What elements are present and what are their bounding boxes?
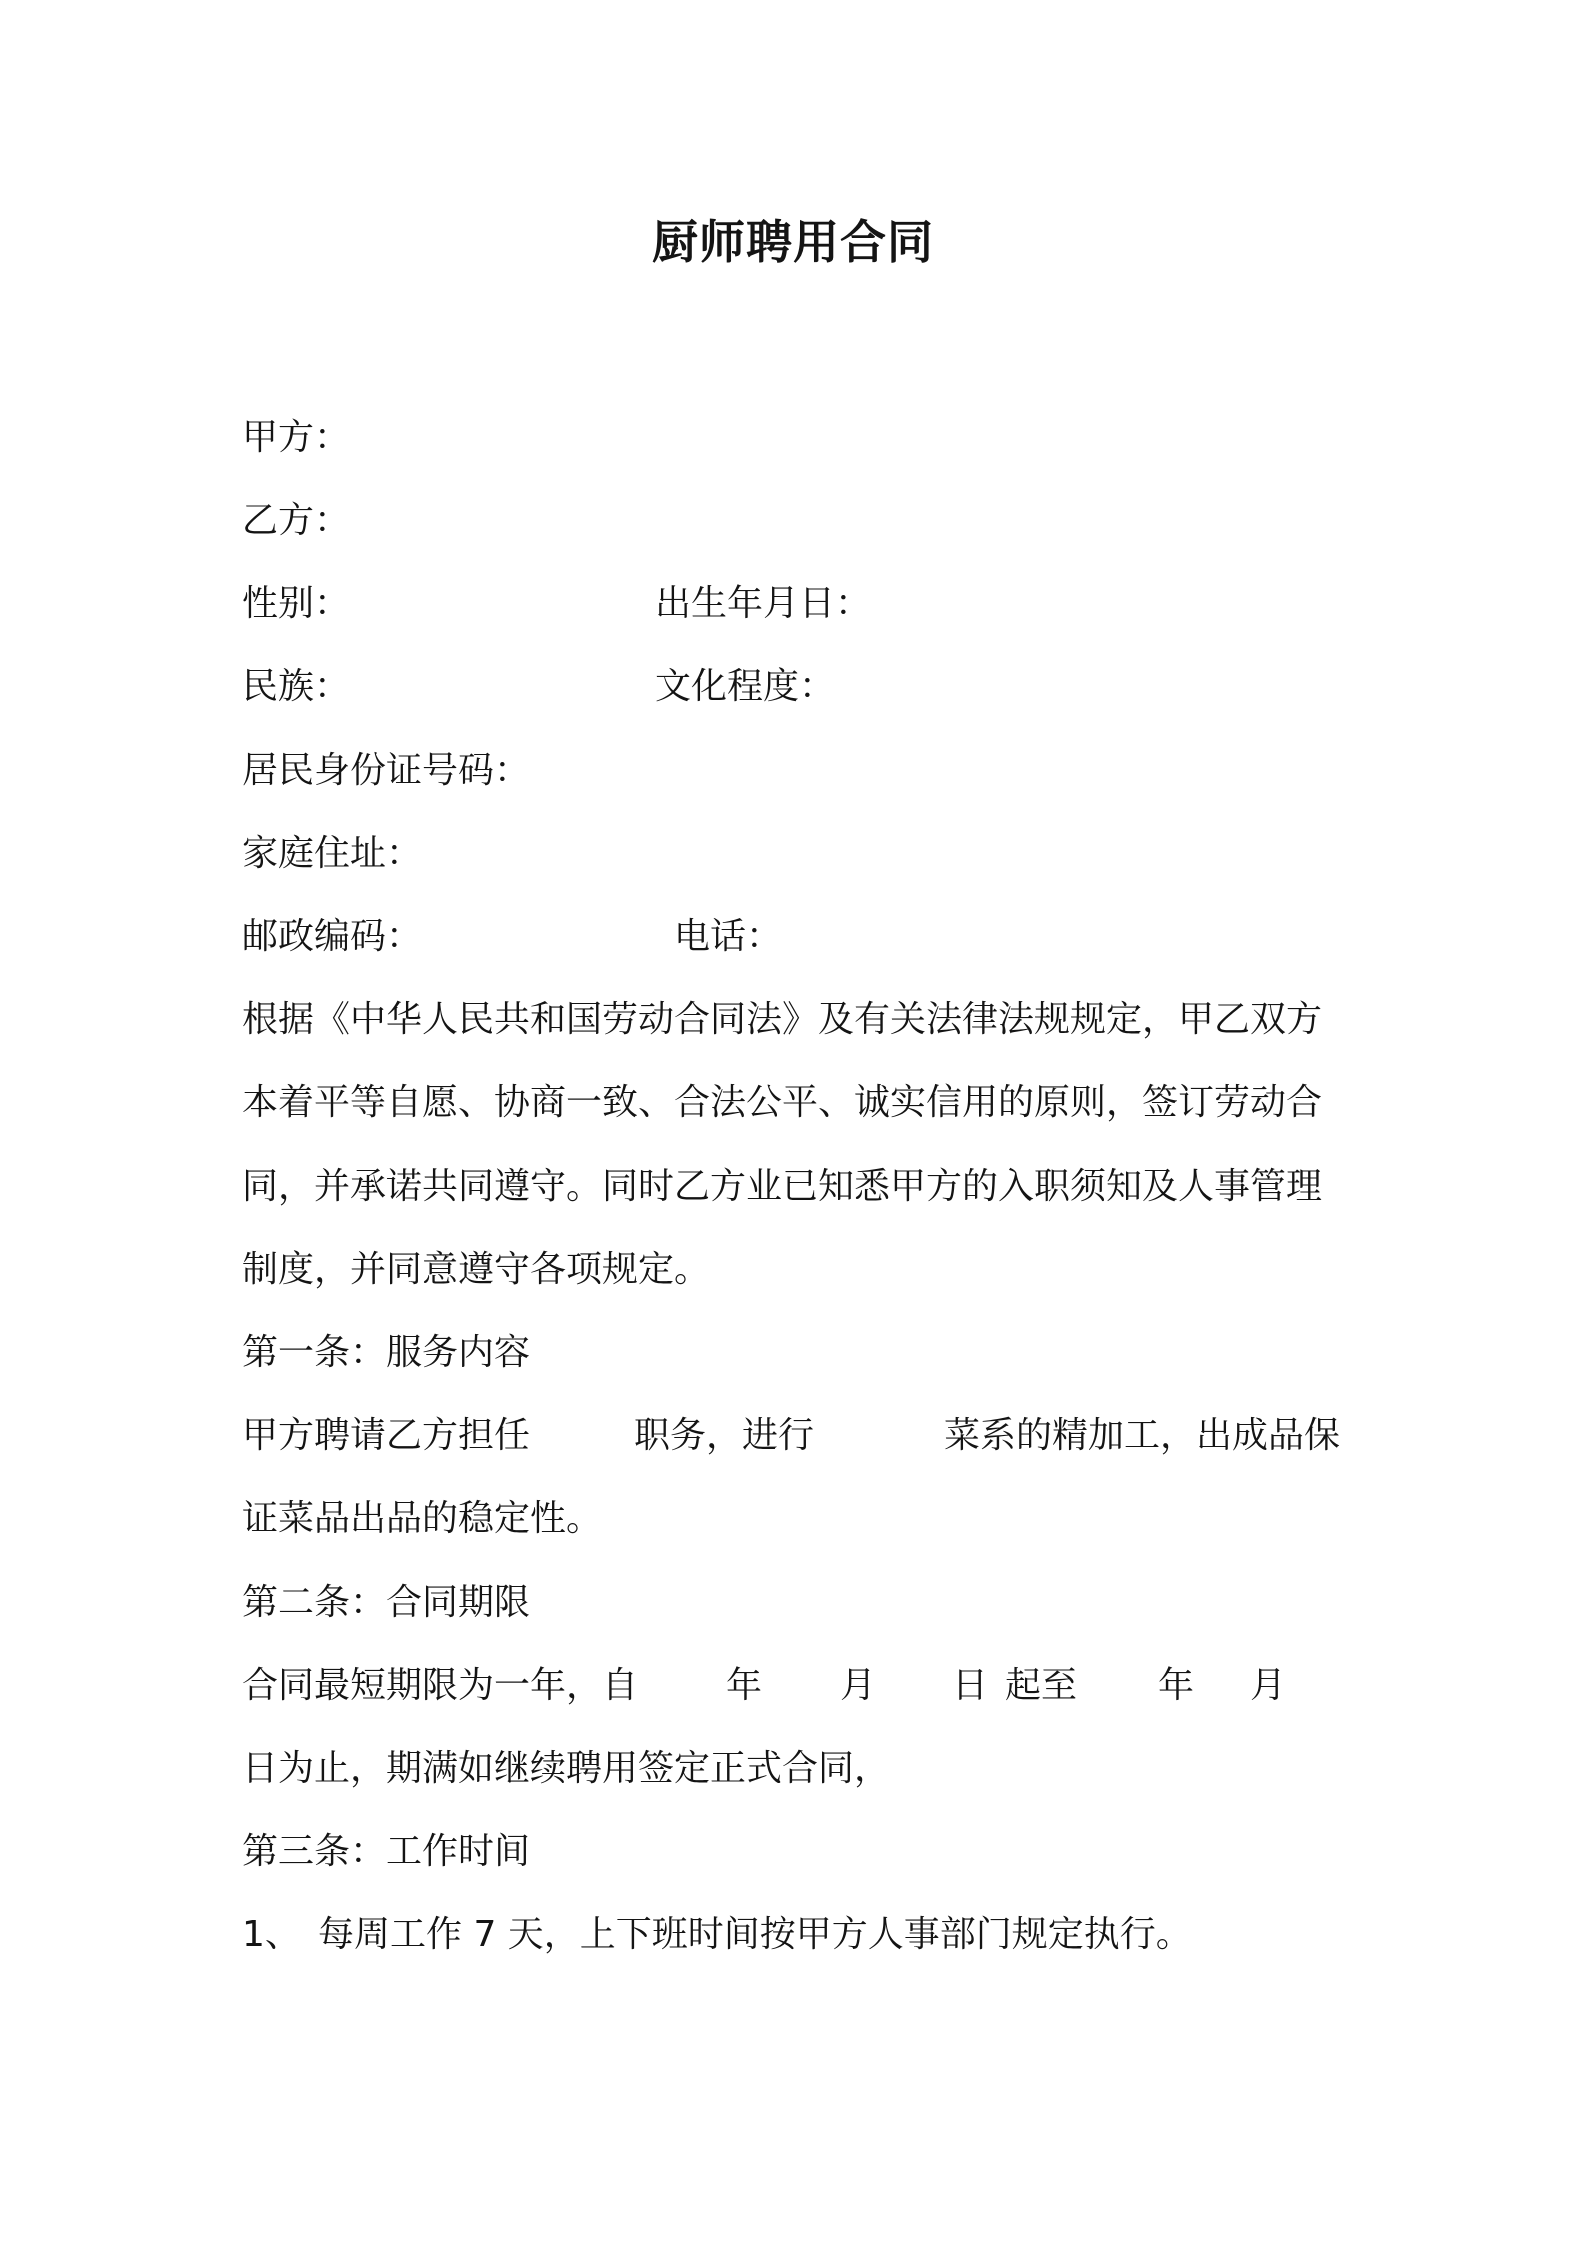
birthdate-label: 出生年月日： [655,583,872,624]
article2-day-1: 日 [952,1665,989,1706]
preamble-line-3: 同，并承诺共同遵守。同时乙方业已知悉甲方的入职须知及人事管理 [242,1166,1323,1207]
article2-month-1: 月 [840,1665,877,1706]
document-title: 厨师聘用合同 [652,215,934,269]
article2-year-1: 年 [726,1665,763,1706]
address-label: 家庭住址： [242,833,423,874]
article1-heading: 第一条：服务内容 [242,1332,531,1373]
education-label: 文化程度： [655,666,836,707]
preamble-line-4: 制度，并同意遵守各项规定。 [242,1249,711,1290]
article3-heading: 第三条：工作时间 [242,1831,531,1872]
article2-line1-part-a: 合同最短期限为一年，自 [242,1665,639,1706]
article2-year-2: 年 [1158,1665,1195,1706]
article2-month-2: 月 [1250,1665,1287,1706]
article1-line1-part-c: 菜系的精加工，出成品保 [944,1415,1341,1456]
article2-to: 起至 [1005,1665,1078,1706]
article2-heading: 第二条：合同期限 [242,1582,531,1623]
party-a-label: 甲方： [242,417,351,458]
preamble-line-1: 根据《中华人民共和国劳动合同法》及有关法律法规规定，甲乙双方 [242,999,1323,1040]
article2-line-2: 日为止，期满如继续聘用签定正式合同， [242,1748,891,1789]
article3-item1-text: 每周工作 7 天，上下班时间按甲方人事部门规定执行。 [318,1914,1192,1955]
article1-line-2: 证菜品出品的稳定性。 [242,1498,603,1539]
article3-item1-number: 1、 [242,1914,301,1955]
postcode-label: 邮政编码： [242,916,423,957]
preamble-line-2: 本着平等自愿、协商一致、合法公平、诚实信用的原则，签订劳动合 [242,1082,1323,1123]
article1-line1-part-a: 甲方聘请乙方担任 [242,1415,531,1456]
party-b-label: 乙方： [242,500,351,541]
ethnicity-label: 民族： [242,666,351,707]
phone-label: 电话： [674,916,783,957]
id-number-label: 居民身份证号码： [242,750,531,791]
gender-label: 性别： [242,583,351,624]
article1-line1-part-b: 职务，进行 [634,1415,815,1456]
